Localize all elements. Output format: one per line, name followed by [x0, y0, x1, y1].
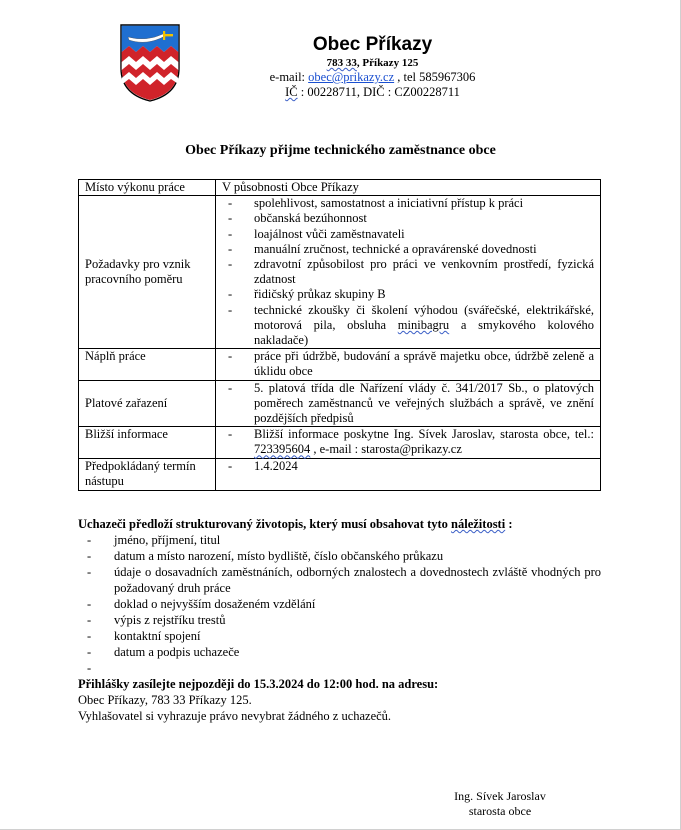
table-row-place	[79, 180, 601, 196]
start-label: Předpokládaný termín nástupu	[79, 458, 216, 490]
table-row-requirements	[79, 196, 601, 349]
list-item: - datum a místo narození, místo bydliště, číslo občanského průkazu	[87, 549, 444, 563]
salary-label: Platové zařazení	[79, 380, 216, 427]
list-item: -	[87, 661, 92, 675]
requirements-list	[216, 196, 601, 349]
list-item: - loajálnost vůči zaměstnavateli	[228, 226, 405, 241]
list-item: - jméno, příjmení, titul	[87, 533, 221, 547]
requirements-label: Požadavky pro vznik pracovního poměru	[79, 196, 216, 349]
list-item: - občanská bezúhonnost	[228, 211, 367, 226]
list-item: - doklad o nejvyšším dosaženém vzdělání	[87, 597, 316, 611]
table-row-info	[79, 427, 601, 458]
letterhead	[235, 33, 510, 100]
list-item: - zdravotní způsobilost pro práci ve venkovním prostředí, fyzická zdatnost	[228, 257, 594, 287]
cv-heading: Uchazeči předloží strukturovaný životopis, který musí obsahovat tyto náležitosti :	[78, 517, 513, 531]
list-item: - spolehlivost, samostatnost a iniciativní přístup k práci	[228, 196, 524, 211]
signatory-role: starosta obce	[468, 804, 532, 818]
submission-info	[78, 676, 618, 724]
job-label: Náplň práce	[79, 349, 216, 380]
postal-code: 783 33	[326, 57, 357, 69]
list-item: - datum a podpis uchazeče	[87, 645, 240, 659]
list-item: - kontaktní spojení	[87, 629, 201, 643]
ic-label: IČ	[285, 85, 298, 99]
deadline-text: Přihlášky zasílejte nejpozději do 15.3.2024 do 12:00 hod. na adresu:	[78, 677, 439, 691]
info-label: Bližší informace	[79, 427, 216, 458]
email-link[interactable]: obec@prikazy.cz	[308, 70, 395, 84]
ic-values: : 00228711, DIČ : CZ00228711	[300, 85, 460, 99]
cv-requirements	[78, 516, 601, 676]
phone-text: , tel 585967306	[394, 70, 476, 84]
cv-list	[78, 532, 601, 676]
email-label: e-mail:	[269, 70, 306, 84]
place-value: V působnosti Obce Příkazy	[216, 180, 601, 196]
contact-line	[235, 70, 510, 85]
postal-address	[235, 57, 510, 70]
job-value: - práce při údržbě, budování a správě majetku obce, údržbě zeleně a úklidu obce	[216, 349, 601, 380]
address-rest: , Příkazy 125	[356, 57, 419, 69]
signatory-name: Ing. Sívek Jaroslav	[454, 789, 546, 803]
job-details-table	[78, 179, 601, 491]
salary-value: - 5. platová třída dle Nařízení vlády č. 341/2017 Sb., o platových poměrech zaměstnanců ve veřejných službách a správě, ve znění pozdějších předpisů	[216, 380, 601, 427]
list-item: - výpis z rejstříku trestů	[87, 613, 226, 627]
list-item: - údaje o dosavadních zaměstnáních, odborných znalostech a dovednostech zvláště vhodných pro požadovaný druh práce	[87, 565, 601, 595]
list-item: - řidičský průkaz skupiny B	[228, 287, 386, 302]
coat-of-arms-icon	[120, 24, 180, 102]
submission-address: Obec Příkazy, 783 33 Příkazy 125.	[78, 693, 252, 707]
signature-block	[420, 789, 580, 819]
place-label: Místo výkonu práce	[79, 180, 216, 196]
document-title: Obec Příkazy přijme technického zaměstnance obce	[185, 143, 496, 158]
ic-line	[235, 85, 510, 100]
reservation-text: Vyhlašovatel si vyhrazuje právo nevybrat žádného z uchazečů.	[78, 709, 392, 723]
list-item: - manuální zručnost, technické a opravárenské dovednosti	[228, 241, 537, 256]
table-row-job	[79, 349, 601, 380]
list-item: - technické zkoušky či školení výhodou (svářečské, elektrikářské, motorová pila, obsluha minibagru a smykového kolového nakladače)	[228, 302, 594, 348]
table-row-salary	[79, 380, 601, 427]
table-row-start	[79, 458, 601, 490]
info-value: - Bližší informace poskytne Ing. Sívek Jaroslav, starosta obce, tel.: 723395604 , e-mail : starosta@prikazy.cz	[216, 427, 601, 458]
municipality-name: Obec Příkazy	[312, 34, 433, 55]
start-value: - 1.4.2024	[216, 458, 601, 490]
